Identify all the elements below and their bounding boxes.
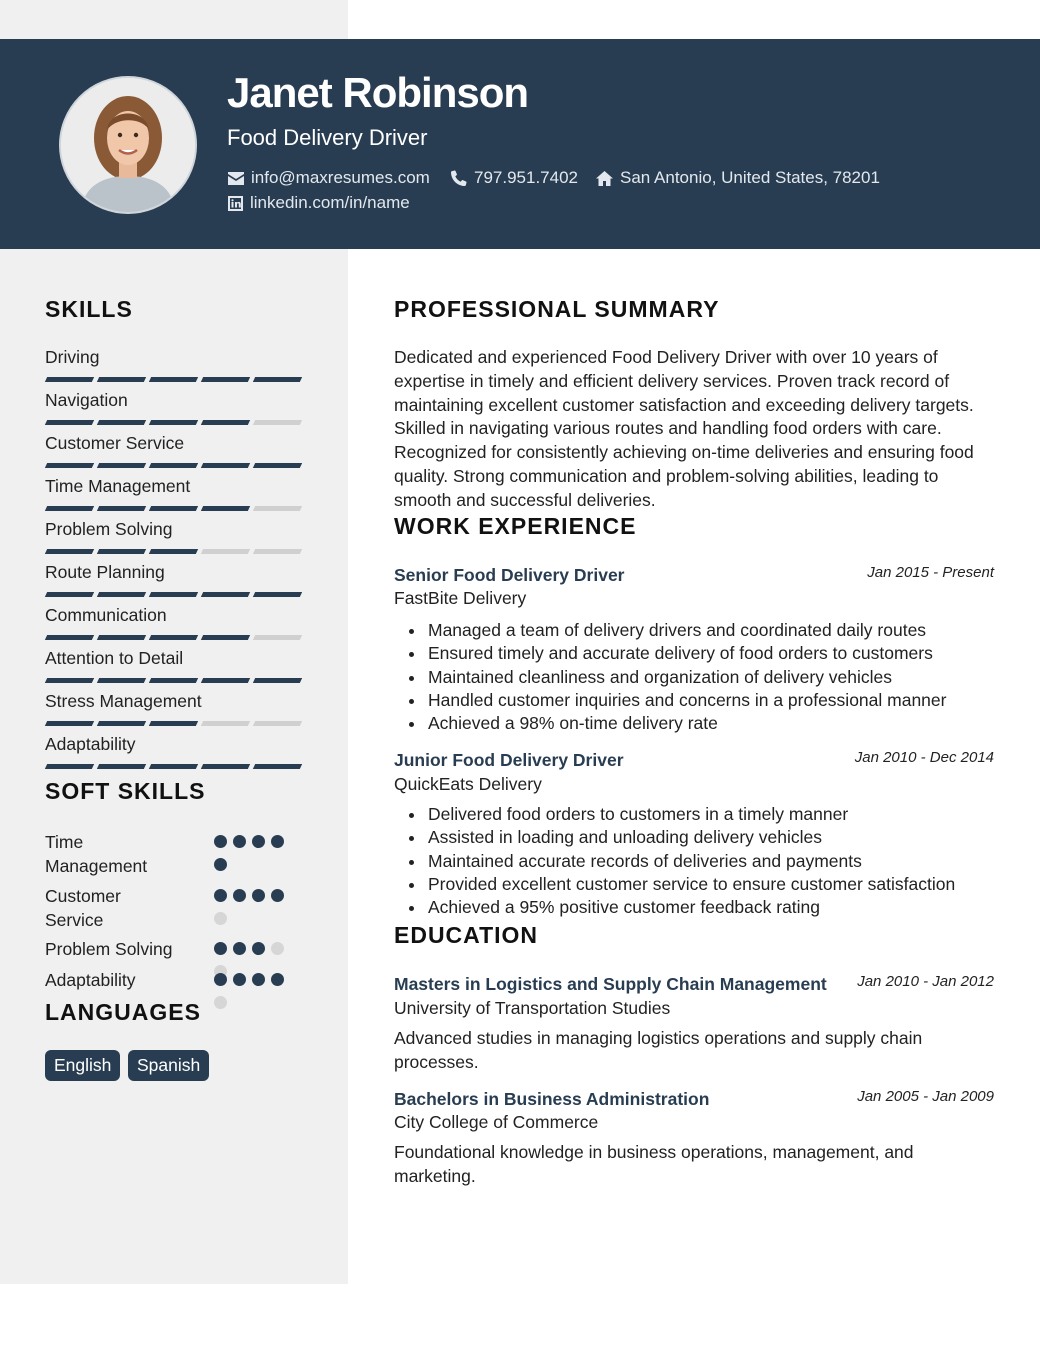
- skill-label: Stress Management: [45, 691, 202, 711]
- candidate-title: Food Delivery Driver: [227, 125, 428, 150]
- skill-level-segment: [201, 420, 250, 425]
- contact-linkedin[interactable]: [228, 193, 410, 213]
- skill-level-segment: [201, 635, 250, 640]
- skill-level-bar: [46, 764, 301, 769]
- skill-level-segment: [201, 721, 250, 726]
- job-bullet: • Handled customer inquiries and concerns in a professional manner: [426, 689, 946, 712]
- language-badge: English: [45, 1050, 120, 1081]
- skill-level-bar: [46, 635, 301, 640]
- skill-level-segment: [97, 420, 146, 425]
- rating-dot: [214, 912, 227, 925]
- skill-level-segment: [97, 377, 146, 382]
- skill-level-bar: [46, 678, 301, 683]
- soft-skill-rating: [214, 835, 294, 871]
- envelope-icon: [228, 172, 244, 185]
- rating-dot: [252, 889, 265, 902]
- skill-label: Problem Solving: [45, 519, 173, 539]
- soft-skill-label: Problem Solving: [45, 939, 173, 959]
- skill-level-segment: [97, 506, 146, 511]
- home-icon: [596, 171, 613, 186]
- job-title: Junior Food Delivery Driver: [394, 750, 624, 770]
- job-bullet: • Achieved a 95% positive customer feedback rating: [426, 896, 955, 919]
- skill-level-bar: [46, 549, 301, 554]
- job-bullet: • Ensured timely and accurate delivery of food orders to customers: [426, 642, 946, 665]
- skill-level-segment: [253, 420, 302, 425]
- rating-dot: [214, 835, 227, 848]
- contact-location: [596, 168, 880, 188]
- skill-label: Route Planning: [45, 562, 165, 582]
- rating-dot: [214, 942, 227, 955]
- experience-heading: WORK EXPERIENCE: [394, 513, 637, 539]
- rating-dot: [271, 835, 284, 848]
- soft-skill-label: Adaptability: [45, 970, 136, 990]
- skill-level-segment: [201, 678, 250, 683]
- job-dates: Jan 2010 - Dec 2014: [854, 749, 994, 766]
- skill-level-segment: [45, 420, 94, 425]
- skill-level-bar: [46, 721, 301, 726]
- rating-dot: [271, 973, 284, 986]
- skill-level-bar: [46, 506, 301, 511]
- skill-level-segment: [149, 420, 198, 425]
- skill-level-bar: [46, 463, 301, 468]
- skill-level-segment: [201, 764, 250, 769]
- skills-heading: SKILLS: [45, 296, 133, 322]
- skill-level-segment: [149, 506, 198, 511]
- skill-level-segment: [97, 764, 146, 769]
- profile-photo: [59, 76, 197, 214]
- job-bullet: • Managed a team of delivery drivers and coordinated daily routes: [426, 619, 946, 642]
- skill-level-segment: [45, 635, 94, 640]
- language-badge: Spanish: [128, 1050, 209, 1081]
- skill-level-segment: [253, 549, 302, 554]
- phone-icon: [451, 170, 467, 186]
- skill-level-segment: [253, 506, 302, 511]
- degree-title: Masters in Logistics and Supply Chain Management: [394, 974, 827, 994]
- skill-level-segment: [45, 592, 94, 597]
- degree-dates: Jan 2005 - Jan 2009: [857, 1088, 994, 1105]
- skill-level-segment: [45, 764, 94, 769]
- school-name: University of Transportation Studies: [394, 998, 671, 1018]
- skill-label: Customer Service: [45, 433, 185, 453]
- job-bullets: [406, 619, 946, 735]
- degree-dates: Jan 2010 - Jan 2012: [857, 973, 994, 990]
- job-bullet: • Provided excellent customer service to ensure customer satisfaction: [426, 873, 955, 896]
- soft-skill-rating: [214, 973, 294, 1009]
- soft-skill-label: Time Management: [45, 832, 148, 876]
- skill-level-bar: [46, 377, 301, 382]
- rating-dot: [252, 835, 265, 848]
- skill-level-segment: [45, 549, 94, 554]
- skill-level-segment: [97, 463, 146, 468]
- languages-heading: LANGUAGES: [45, 999, 201, 1025]
- school-name: City College of Commerce: [394, 1112, 599, 1132]
- job-title: Senior Food Delivery Driver: [394, 565, 625, 585]
- soft-skill-rating: [214, 889, 294, 925]
- skill-level-segment: [149, 721, 198, 726]
- skill-level-bar: [46, 420, 301, 425]
- skill-label: Communication: [45, 605, 167, 625]
- skill-level-segment: [149, 549, 198, 554]
- job-dates: Jan 2015 - Present: [867, 564, 994, 581]
- soft-skills-heading: SOFT SKILLS: [45, 778, 206, 804]
- skill-level-segment: [201, 463, 250, 468]
- degree-description: Foundational knowledge in business operations, management, and marketing.: [394, 1142, 914, 1186]
- rating-dot: [252, 973, 265, 986]
- skill-level-segment: [45, 678, 94, 683]
- skill-level-segment: [253, 635, 302, 640]
- education-heading: EDUCATION: [394, 922, 539, 948]
- skill-label: Driving: [45, 347, 100, 367]
- degree-description: Advanced studies in managing logistics operations and supply chain processes.: [394, 1028, 923, 1072]
- skill-level-segment: [201, 506, 250, 511]
- skill-label: Time Management: [45, 476, 191, 496]
- job-bullet: • Assisted in loading and unloading delivery vehicles: [426, 826, 955, 849]
- skill-level-segment: [253, 377, 302, 382]
- skill-level-segment: [201, 377, 250, 382]
- skill-level-segment: [149, 678, 198, 683]
- rating-dot: [214, 973, 227, 986]
- skill-level-segment: [45, 377, 94, 382]
- skill-label: Navigation: [45, 390, 128, 410]
- skill-level-segment: [45, 463, 94, 468]
- skill-level-segment: [149, 463, 198, 468]
- rating-dot: [233, 835, 246, 848]
- job-bullet: • Maintained accurate records of deliveries and payments: [426, 850, 955, 873]
- resume-header: [0, 39, 1040, 249]
- skill-level-segment: [97, 549, 146, 554]
- skill-level-segment: [97, 721, 146, 726]
- skill-level-segment: [149, 592, 198, 597]
- skill-level-segment: [97, 592, 146, 597]
- skill-level-segment: [201, 549, 250, 554]
- summary-heading: PROFESSIONAL SUMMARY: [394, 296, 720, 322]
- job-bullets: [406, 803, 955, 919]
- skill-level-segment: [253, 463, 302, 468]
- skill-level-segment: [149, 377, 198, 382]
- summary-text: Dedicated and experienced Food Delivery Driver with over 10 years of expertise in timely and efficient delivery services. Proven track record of maintaining excellent customer satisfaction and exceeding delivery targets. Skilled in navigating various routes and handling food orders with care. Recognized for consistently achieving on-time deliveries and ensuring food quality. Strong communication and problem-solving abilities, leading to smooth and successful deliveries.: [394, 347, 974, 510]
- job-company: QuickEats Delivery: [394, 774, 542, 794]
- rating-dot: [233, 889, 246, 902]
- skill-label: Attention to Detail: [45, 648, 184, 668]
- rating-dot: [214, 889, 227, 902]
- rating-dot: [214, 858, 227, 871]
- rating-dot: [233, 973, 246, 986]
- contact-phone[interactable]: [451, 168, 578, 188]
- contact-email[interactable]: [228, 168, 430, 188]
- skill-level-bar: [46, 592, 301, 597]
- job-bullet: • Maintained cleanliness and organization of delivery vehicles: [426, 666, 946, 689]
- rating-dot: [252, 942, 265, 955]
- skill-level-segment: [253, 592, 302, 597]
- job-bullet: • Delivered food orders to customers in a timely manner: [426, 803, 955, 826]
- linkedin-icon: [228, 196, 243, 211]
- skill-level-segment: [45, 506, 94, 511]
- skill-level-segment: [253, 764, 302, 769]
- skill-level-segment: [97, 678, 146, 683]
- skill-level-segment: [253, 678, 302, 683]
- rating-dot: [233, 942, 246, 955]
- skill-level-segment: [253, 721, 302, 726]
- skill-level-segment: [201, 592, 250, 597]
- phone-text: 797.951.7402: [474, 168, 578, 187]
- rating-dot: [271, 942, 284, 955]
- email-text: info@maxresumes.com: [251, 168, 430, 187]
- location-text: San Antonio, United States, 78201: [620, 168, 880, 187]
- rating-dot: [214, 996, 227, 1009]
- candidate-name: Janet Robinson: [227, 69, 529, 116]
- linkedin-text: linkedin.com/in/name: [250, 193, 410, 212]
- skill-level-segment: [97, 635, 146, 640]
- job-bullet: • Achieved a 98% on-time delivery rate: [426, 712, 946, 735]
- skill-level-segment: [149, 635, 198, 640]
- job-company: FastBite Delivery: [394, 588, 527, 608]
- degree-title: Bachelors in Business Administration: [394, 1089, 710, 1109]
- skill-label: Adaptability: [45, 734, 136, 754]
- soft-skill-label: Customer Service: [45, 886, 121, 930]
- skill-level-segment: [45, 721, 94, 726]
- rating-dot: [271, 889, 284, 902]
- skill-level-segment: [149, 764, 198, 769]
